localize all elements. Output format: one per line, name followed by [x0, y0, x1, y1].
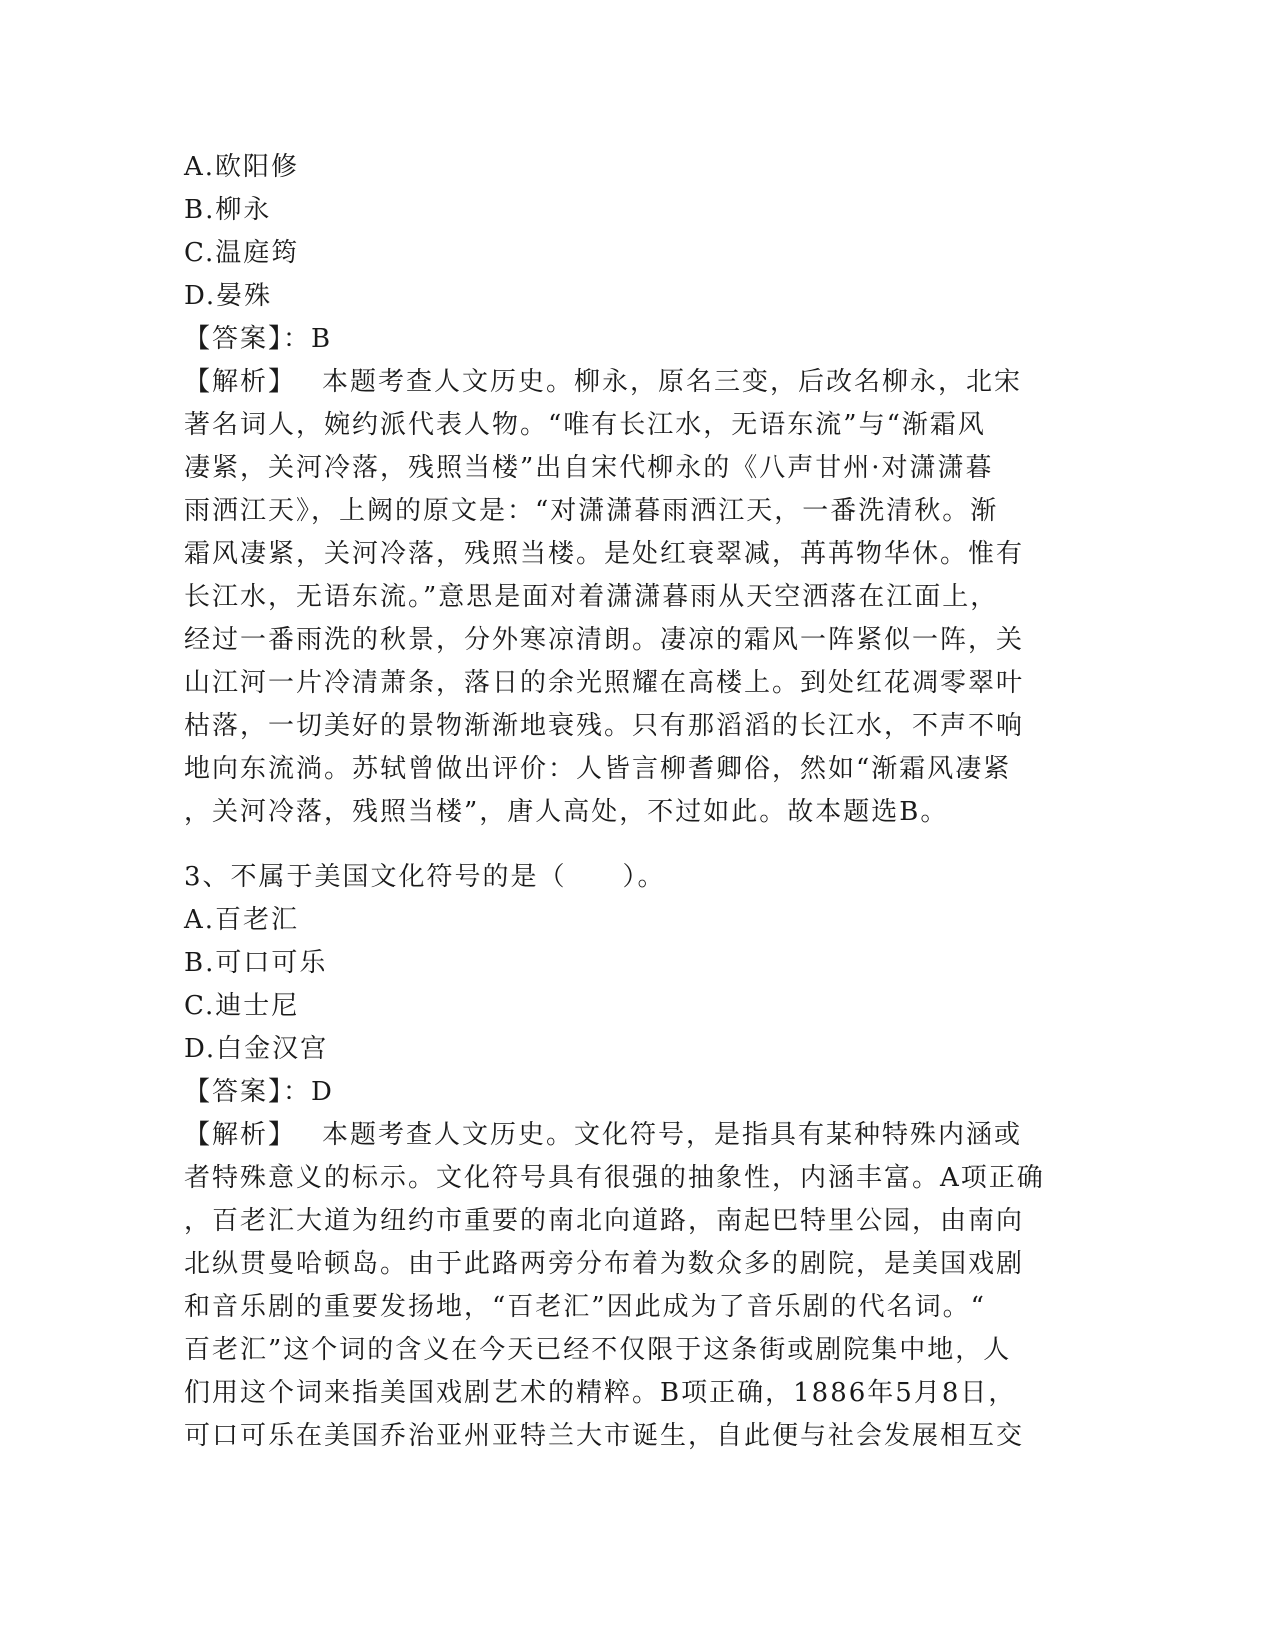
- analysis-label: 【解析】: [184, 1120, 297, 1150]
- analysis-line: 长江水，无语东流。”意思是面对着潇潇暮雨从天空洒落在江面上，: [184, 582, 999, 612]
- answer-line: 【答案】：B: [184, 324, 333, 354]
- question-gap: [184, 834, 1104, 856]
- analysis-line: 百老汇”这个词的含义在今天已经不仅限于这条街或剧院集中地，人: [184, 1335, 1012, 1365]
- analysis-line: ，关河冷落，残照当楼”，唐人高处，不过如此。故本题选B。: [184, 797, 949, 827]
- analysis-line: 们用这个词来指美国戏剧艺术的精粹。B项正确，1886年5月8日，: [184, 1378, 1017, 1408]
- option-a: A.欧阳修: [184, 152, 300, 182]
- option-b: B.柳永: [184, 195, 272, 225]
- analysis-line: 和音乐剧的重要发扬地，“百老汇”因此成为了音乐剧的代名词。“: [184, 1292, 986, 1322]
- analysis-line: 雨洒江天》，上阙的原文是：“对潇潇暮雨洒江天，一番洗清秋。渐: [184, 496, 999, 526]
- analysis-first-line: [184, 1114, 1104, 1157]
- analysis-line: 凄紧，关河冷落，残照当楼”出自宋代柳永的《八声甘州·对潇潇暮: [184, 453, 994, 483]
- option-c: C.温庭筠: [184, 238, 300, 268]
- analysis-line: 霜风凄紧，关河冷落，残照当楼。是处红衰翠减，苒苒物华休。惟有: [184, 539, 1025, 569]
- option-d: D.晏殊: [184, 281, 273, 311]
- analysis-line: 者特殊意义的标示。文化符号具有很强的抽象性，内涵丰富。A项正确: [184, 1163, 1045, 1193]
- analysis-line: ，百老汇大道为纽约市重要的南北向道路，南起巴特里公园，由南向: [184, 1206, 1025, 1236]
- analysis-line: 北纵贯曼哈顿岛。由于此路两旁分布着为数众多的剧院，是美国戏剧: [184, 1249, 1025, 1279]
- analysis-label: 【解析】: [184, 367, 297, 397]
- option-d: D.白金汉宫: [184, 1034, 329, 1064]
- analysis-line: 地向东流淌。苏轼曾做出评价：人皆言柳耆卿俗，然如“渐霜风凄紧: [184, 754, 1012, 784]
- question-title: 3、不属于美国文化符号的是（ ）。: [184, 862, 666, 892]
- option-b: B.可口可乐: [184, 948, 328, 978]
- answer-line: 【答案】：D: [184, 1077, 334, 1107]
- analysis-line: 经过一番雨洗的秋景，分外寒凉清朗。凄凉的霜风一阵紧似一阵，关: [184, 625, 1025, 655]
- analysis-line: 著名词人，婉约派代表人物。“唯有长江水，无语东流”与“渐霜风: [184, 410, 986, 440]
- option-a: A.百老汇: [184, 905, 300, 935]
- analysis-line: 可口可乐在美国乔治亚州亚特兰大市诞生，自此便与社会发展相互交: [184, 1421, 1025, 1451]
- option-c: C.迪士尼: [184, 991, 300, 1021]
- analysis-first-line: [184, 361, 1104, 404]
- analysis-text: 本题考查人文历史。柳永，原名三变，后改名柳永，北宋: [322, 367, 1023, 397]
- analysis-text: 本题考查人文历史。文化符号，是指具有某种特殊内涵或: [322, 1120, 1023, 1150]
- analysis-line: 枯落，一切美好的景物渐渐地衰残。只有那滔滔的长江水，不声不响: [184, 711, 1025, 741]
- document-content: [184, 146, 1104, 1458]
- analysis-line: 山江河一片冷清萧条，落日的余光照耀在高楼上。到处红花凋零翠叶: [184, 668, 1025, 698]
